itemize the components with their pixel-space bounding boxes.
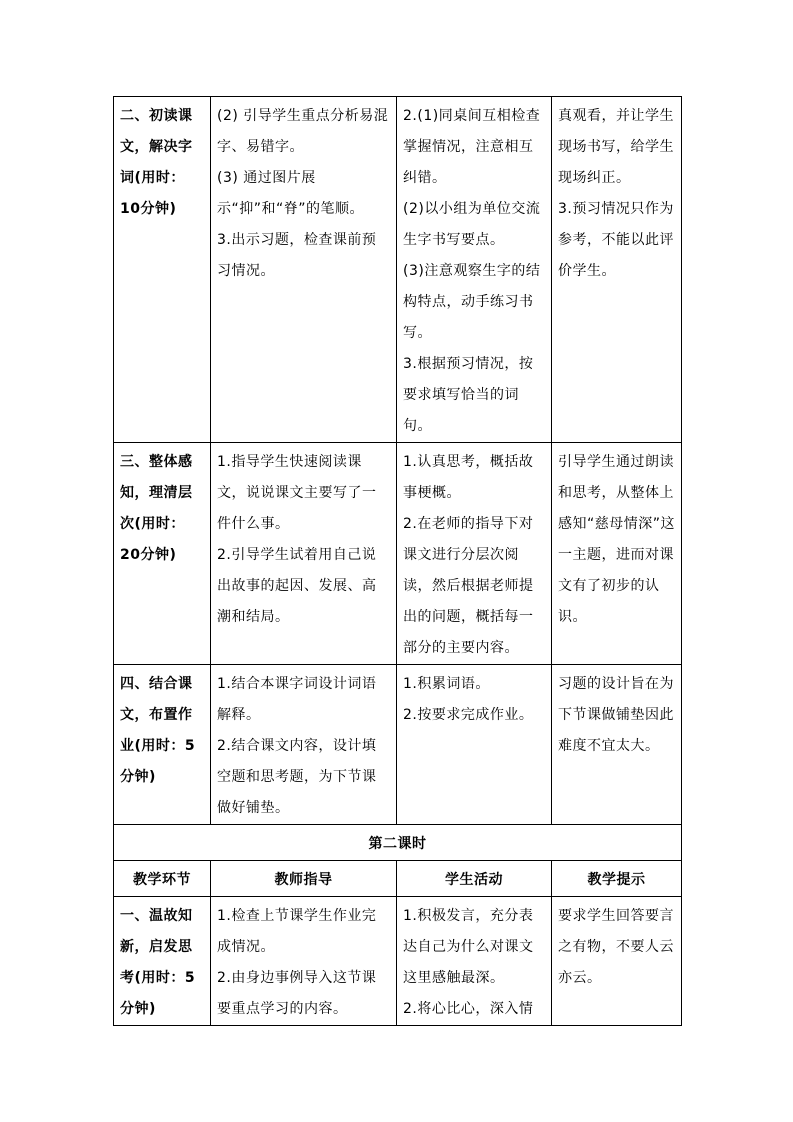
student-item: 2.将心比心，深入情: [403, 1001, 534, 1017]
teacher-cell: [211, 443, 397, 665]
student-item: 3.根据预习情况，按要求填写恰当的词句。: [403, 356, 534, 434]
header-stage: 教学环节: [114, 861, 211, 897]
teacher-cell: [211, 665, 397, 825]
teacher-item: 3.出示习题，检查课前预习情况。: [217, 232, 377, 279]
student-item: 1.积累词语。: [403, 676, 490, 692]
header-row: [114, 861, 682, 897]
teacher-item: 1.结合本课字词设计词语解释。: [217, 676, 377, 723]
tip-item: 真观看，并让学生现场书写，给学生现场纠正。: [558, 108, 674, 186]
header-student: 学生活动: [397, 861, 552, 897]
session-row: [114, 825, 682, 861]
tip-item: 要求学生回答要言之有物，不要人云亦云。: [558, 908, 674, 986]
teacher-item: (2) 引导学生重点分析易混字、易错字。: [217, 108, 389, 155]
teacher-item: 2.引导学生试着用自己说出故事的起因、发展、高潮和结局。: [217, 547, 377, 625]
stage-cell: 二、初读课文，解决字词(用时：10分钟): [114, 97, 211, 443]
teacher-item: 1.检查上节课学生作业完成情况。: [217, 908, 377, 955]
student-cell: [397, 97, 552, 443]
student-item: (3)注意观察生字的结构特点，动手练习书写。: [403, 263, 541, 341]
student-item: 1.认真思考，概括故事梗概。: [403, 454, 534, 501]
session-title: 第二课时: [114, 825, 682, 861]
tip-cell: [552, 97, 682, 443]
teacher-item: 2.由身边事例导入这节课要重点学习的内容。: [217, 970, 377, 1017]
stage-cell: 三、整体感知，理清层次(用时：20分钟): [114, 443, 211, 665]
table-row: [114, 897, 682, 1026]
teacher-cell: [211, 897, 397, 1026]
header-teacher: 教师指导: [211, 861, 397, 897]
teacher-item: (3) 通过图片展示“抑”和“脊”的笔顺。: [217, 170, 365, 217]
tip-item: 3.预习情况只作为参考，不能以此评价学生。: [558, 201, 674, 279]
teacher-item: 2.结合课文内容，设计填空题和思考题，为下节课做好铺垫。: [217, 738, 377, 816]
tip-cell: [552, 665, 682, 825]
table-row: [114, 443, 682, 665]
student-cell: [397, 897, 552, 1026]
table-row: [114, 665, 682, 825]
teacher-item: 1.指导学生快速阅读课文，说说课文主要写了一件什么事。: [217, 454, 377, 532]
stage-cell: 四、结合课文，布置作业(用时：5分钟): [114, 665, 211, 825]
table-row: [114, 97, 682, 443]
student-cell: [397, 665, 552, 825]
lesson-plan-table: [113, 96, 682, 1026]
student-item: 2.(1)同桌间互相检查掌握情况，注意相互纠错。: [403, 108, 541, 186]
teacher-cell: [211, 97, 397, 443]
tip-item: 习题的设计旨在为下节课做铺垫因此难度不宜太大。: [558, 676, 674, 754]
student-cell: [397, 443, 552, 665]
tip-cell: [552, 897, 682, 1026]
student-item: 2.在老师的指导下对课文进行分层次阅读，然后根据老师提出的问题，概括每一部分的主要内容。: [403, 516, 534, 656]
header-tip: 教学提示: [552, 861, 682, 897]
student-item: (2)以小组为单位交流生字书写要点。: [403, 201, 541, 248]
student-item: 2.按要求完成作业。: [403, 707, 534, 723]
tip-cell: [552, 443, 682, 665]
stage-cell: 一、温故知新，启发思考(用时：5分钟): [114, 897, 211, 1026]
tip-item: 引导学生通过朗读和思考，从整体上感知“慈母情深”这一主题，进而对课文有了初步的认识。: [558, 454, 676, 625]
student-item: 1.积极发言，充分表达自己为什么对课文这里感触最深。: [403, 908, 534, 986]
